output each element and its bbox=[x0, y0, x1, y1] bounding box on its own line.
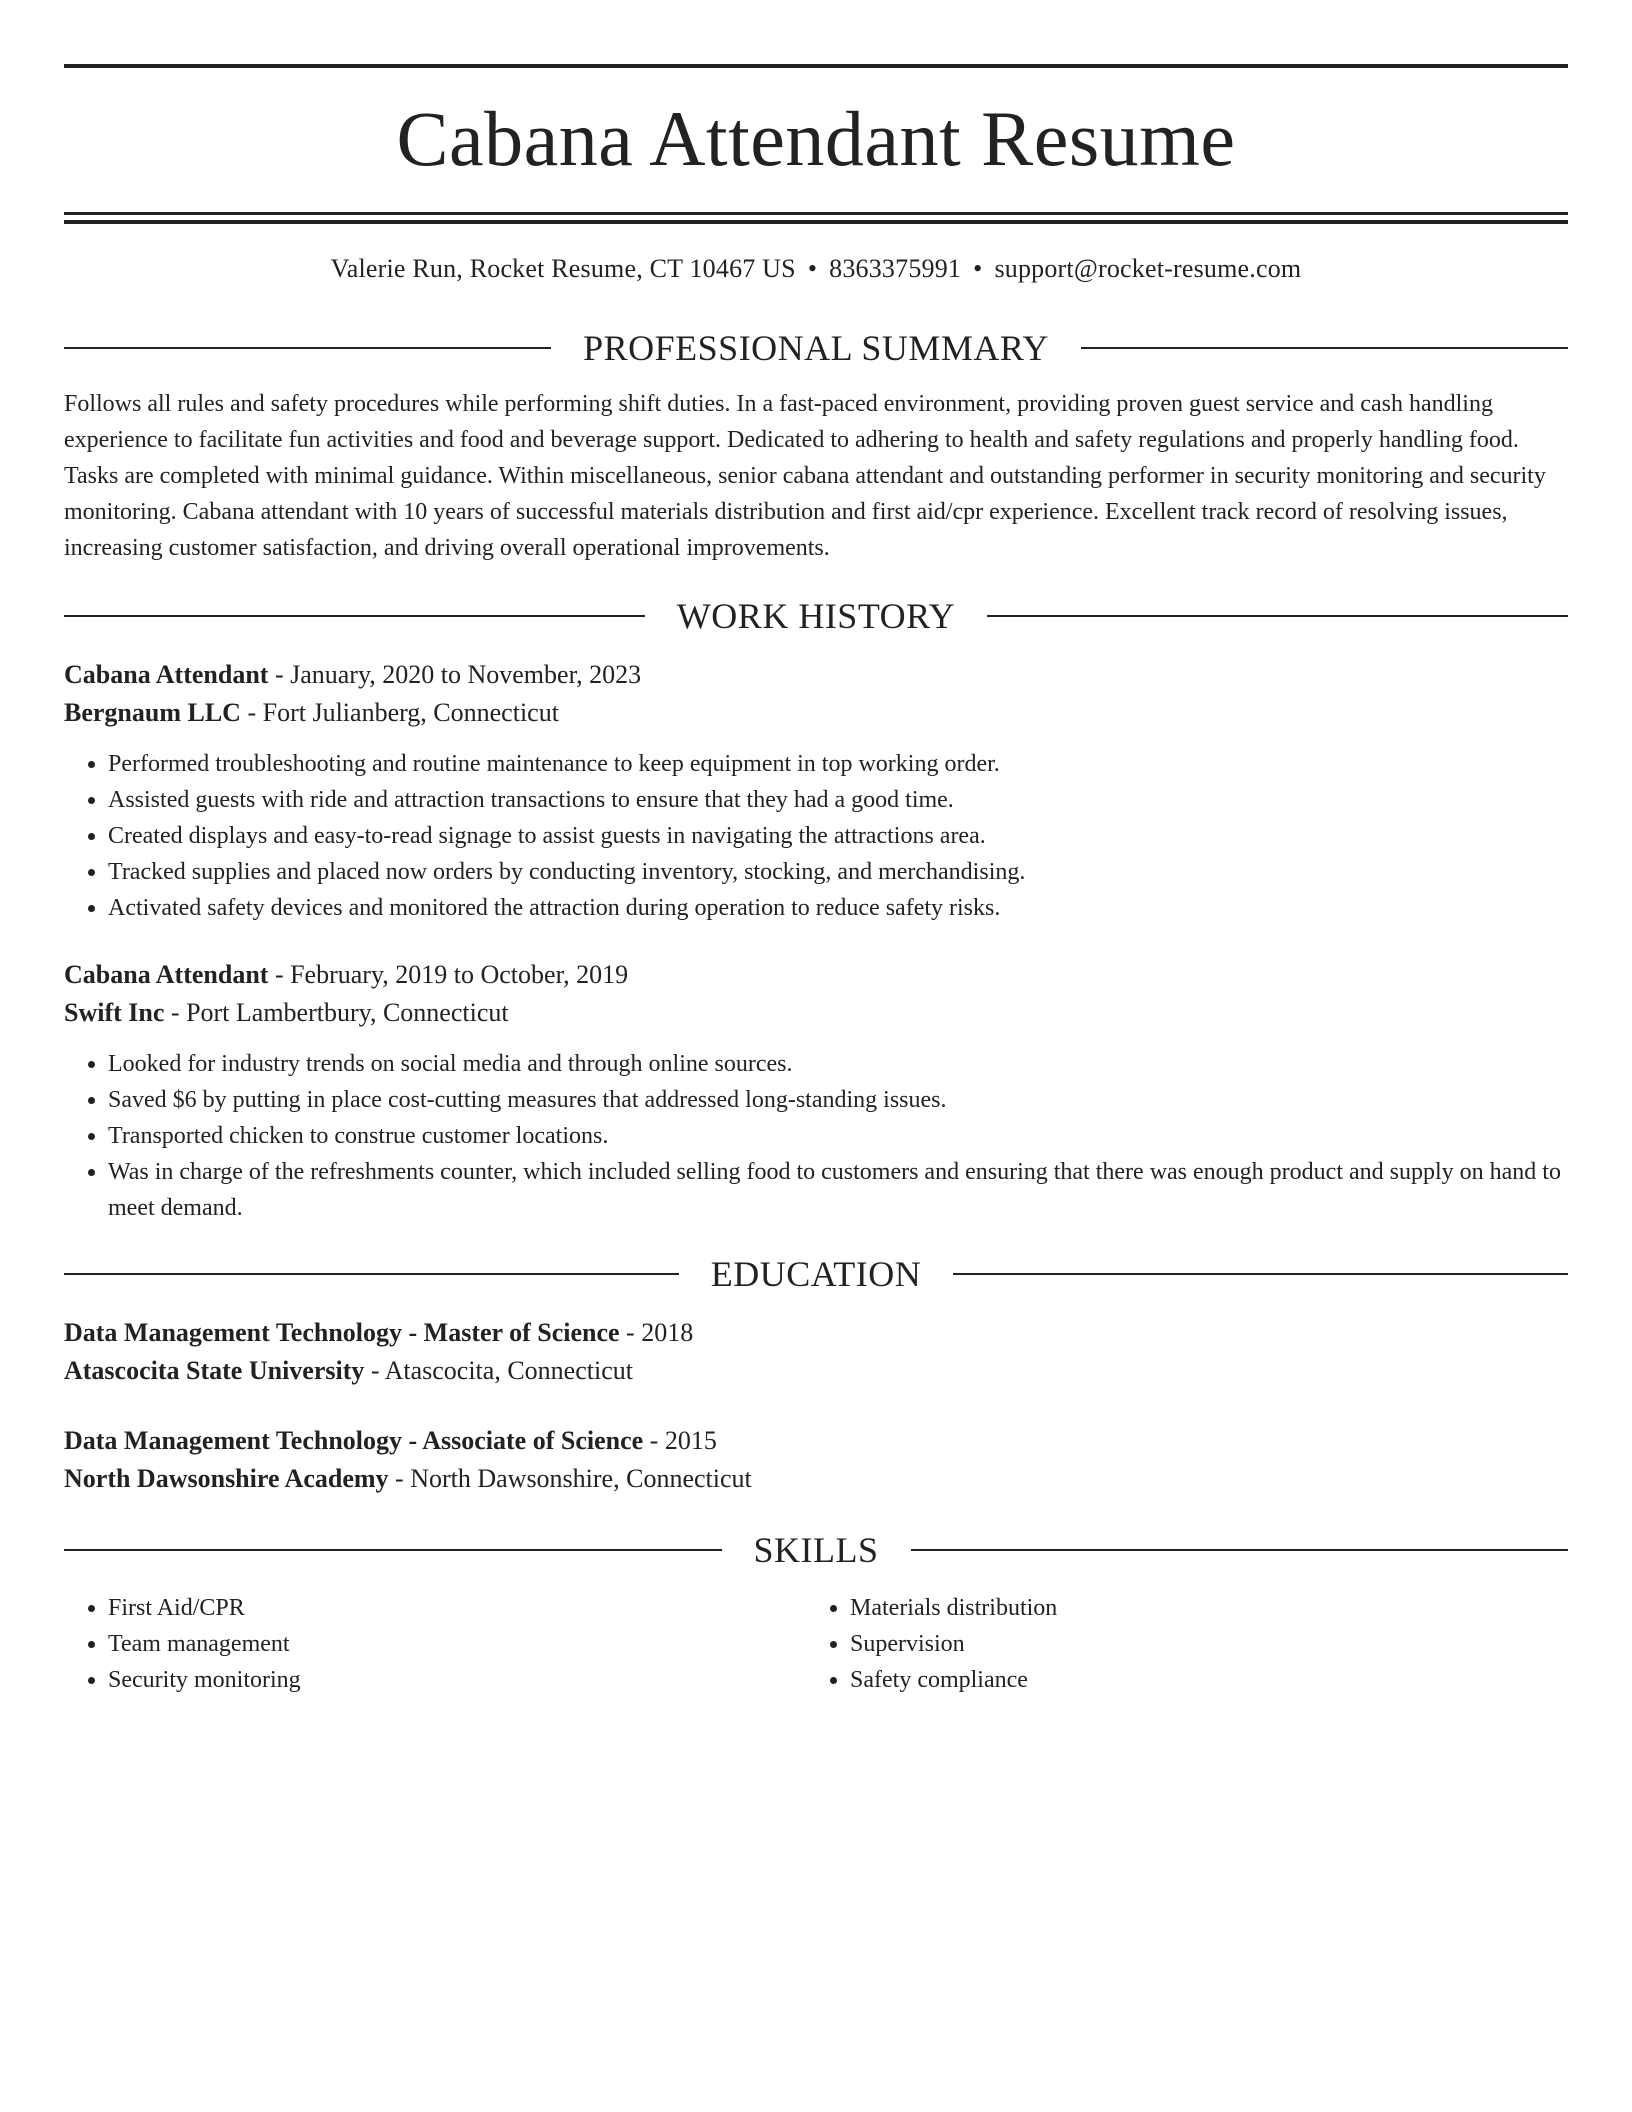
education-school: North Dawsonshire Academy bbox=[64, 1464, 389, 1493]
list-item: • Activated safety devices and monitored the attraction during operation to reduce safety risks. bbox=[108, 890, 1568, 926]
education-year: - 2015 bbox=[643, 1426, 717, 1455]
contact-email: support@rocket-resume.com bbox=[994, 254, 1302, 283]
job-dates: - January, 2020 to November, 2023 bbox=[268, 660, 642, 689]
contact-phone: 8363375991 bbox=[829, 254, 962, 283]
section-title: PROFESSIONAL SUMMARY bbox=[583, 328, 1049, 368]
skill-item: • Materials distribution bbox=[850, 1590, 1548, 1626]
skill-item: • Supervision bbox=[850, 1626, 1548, 1662]
heading-rule bbox=[64, 1549, 722, 1551]
list-item: • Assisted guests with ride and attraction transactions to ensure that they had a good time. bbox=[108, 782, 1568, 818]
section-heading-education bbox=[64, 1256, 1568, 1292]
job-title-line bbox=[64, 656, 1568, 694]
job-company-line bbox=[64, 994, 1568, 1032]
list-item: • Looked for industry trends on social media and through online sources. bbox=[108, 1046, 1568, 1082]
skill-item: • Safety compliance bbox=[850, 1662, 1548, 1698]
list-item: • Performed troubleshooting and routine maintenance to keep equipment in top working order. bbox=[108, 746, 1568, 782]
education-degree-line bbox=[64, 1314, 1568, 1352]
list-item: • Saved $6 by putting in place cost-cutting measures that addressed long-standing issues. bbox=[108, 1082, 1568, 1118]
list-item: • Created displays and easy-to-read signage to assist guests in navigating the attractions area. bbox=[108, 818, 1568, 854]
heading-rule bbox=[911, 1549, 1569, 1551]
heading-rule bbox=[64, 1273, 679, 1275]
skill-item: • Team management bbox=[108, 1626, 806, 1662]
section-title: SKILLS bbox=[753, 1530, 879, 1570]
education-degree: Data Management Technology - Master of Science bbox=[64, 1318, 620, 1347]
section-heading-work bbox=[64, 598, 1568, 634]
skills-columns bbox=[64, 1590, 1568, 1698]
heading-rule bbox=[1081, 347, 1568, 349]
job-title: Cabana Attendant bbox=[64, 660, 269, 689]
heading-rule bbox=[987, 615, 1568, 617]
job-entry bbox=[64, 956, 1568, 1226]
contact-line bbox=[64, 254, 1568, 284]
top-rule bbox=[64, 64, 1568, 68]
heading-rule bbox=[64, 615, 645, 617]
education-location: - North Dawsonshire, Connecticut bbox=[388, 1464, 752, 1493]
education-school-line bbox=[64, 1352, 1568, 1390]
contact-address: Valerie Run, Rocket Resume, CT 10467 US bbox=[330, 254, 796, 283]
education-degree-line bbox=[64, 1422, 1568, 1460]
education-entry bbox=[64, 1314, 1568, 1390]
skill-item: • Security monitoring bbox=[108, 1662, 806, 1698]
contact-separator: • bbox=[973, 254, 983, 283]
job-title-line bbox=[64, 956, 1568, 994]
job-entry bbox=[64, 656, 1568, 926]
resume-page bbox=[64, 64, 1568, 1698]
skills-list-right bbox=[806, 1590, 1548, 1698]
list-item: • Was in charge of the refreshments counter, which included selling food to customers and ensuring that there was enough product and supply on hand to meet demand. bbox=[108, 1154, 1568, 1226]
education-school: Atascocita State University bbox=[64, 1356, 365, 1385]
job-dates: - February, 2019 to October, 2019 bbox=[268, 960, 629, 989]
title-double-rule bbox=[64, 212, 1568, 224]
job-company: Swift Inc bbox=[64, 998, 165, 1027]
education-degree: Data Management Technology - Associate of Science bbox=[64, 1426, 644, 1455]
job-company-line bbox=[64, 694, 1568, 732]
heading-rule bbox=[953, 1273, 1568, 1275]
job-bullet-list bbox=[64, 746, 1568, 926]
skills-list-left bbox=[64, 1590, 806, 1698]
job-location: - Fort Julianberg, Connecticut bbox=[240, 698, 559, 727]
summary-paragraph: Follows all rules and safety procedures while performing shift duties. In a fast-paced environment, providing proven guest service and cash handling experience to facilitate fun activities and food and beverage support. Dedicated to adhering to health and safety regulations and properly handling food. Tasks are completed with minimal guidance. Within miscellaneous, senior cabana attendant and outstanding performer in security monitoring and security monitoring. Cabana attendant with 10 years of successful materials distribution and first aid/cpr experience. Excellent track record of resolving issues, increasing customer satisfaction, and driving overall operational improvements. bbox=[64, 391, 1546, 561]
job-bullet-list bbox=[64, 1046, 1568, 1226]
skill-item: • First Aid/CPR bbox=[108, 1590, 806, 1626]
section-title: WORK HISTORY bbox=[676, 596, 956, 636]
education-year: - 2018 bbox=[619, 1318, 694, 1347]
education-entry bbox=[64, 1422, 1568, 1498]
list-item: • Transported chicken to construe customer locations. bbox=[108, 1118, 1568, 1154]
section-heading-skills bbox=[64, 1532, 1568, 1568]
section-title: EDUCATION bbox=[710, 1254, 922, 1294]
heading-rule bbox=[64, 347, 551, 349]
resume-title: Cabana Attendant Resume bbox=[396, 95, 1236, 182]
job-company: Bergnaum LLC bbox=[64, 698, 241, 727]
list-item: • Tracked supplies and placed now orders by conducting inventory, stocking, and merchandising. bbox=[108, 854, 1568, 890]
contact-separator: • bbox=[807, 254, 818, 283]
education-location: - Atascocita, Connecticut bbox=[364, 1356, 633, 1385]
job-location: - Port Lambertbury, Connecticut bbox=[164, 998, 509, 1027]
job-title: Cabana Attendant bbox=[64, 960, 269, 989]
education-school-line bbox=[64, 1460, 1568, 1498]
section-heading-summary bbox=[64, 330, 1568, 366]
